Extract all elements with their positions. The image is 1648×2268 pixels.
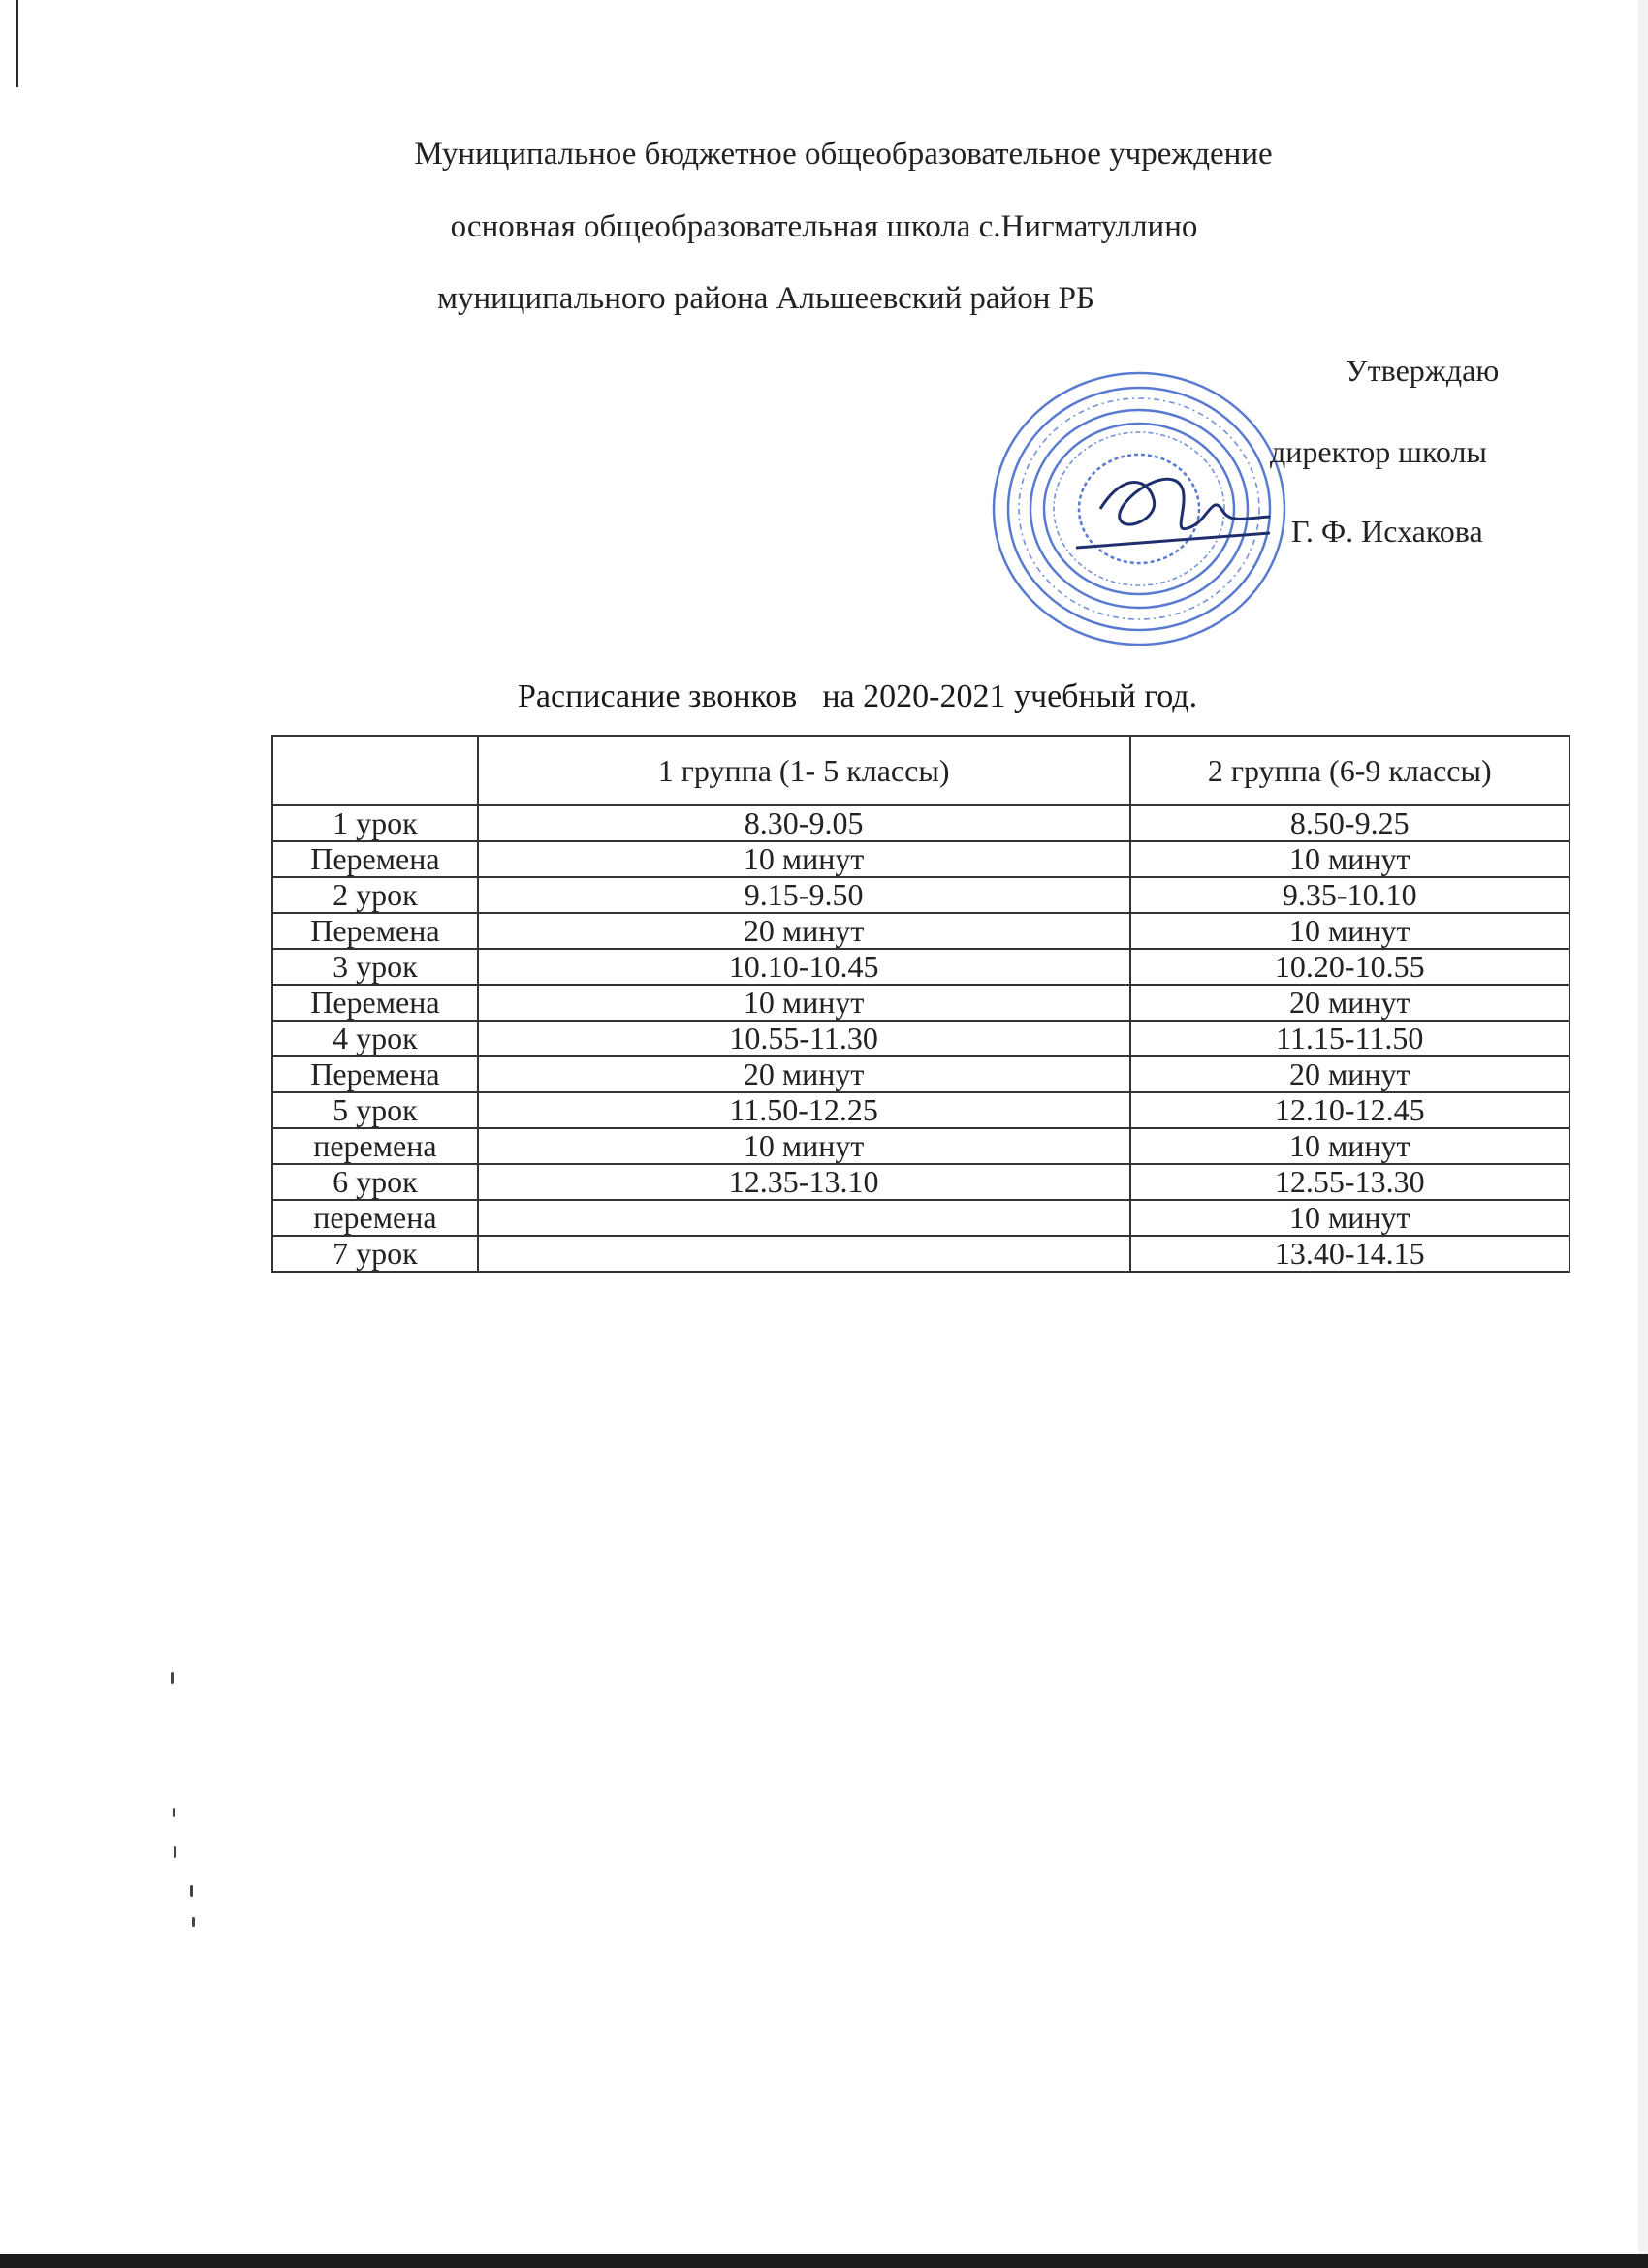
row-label-cell: Перемена (272, 1056, 478, 1092)
row-label-cell: 2 урок (272, 877, 478, 913)
scan-speck (171, 1672, 174, 1684)
table-row (272, 985, 1569, 1021)
time-cell (478, 1236, 1130, 1272)
approval-title: Утверждаю (1346, 353, 1500, 388)
time-cell: 10 минут (1130, 1200, 1570, 1236)
column-header: 2 группа (6-9 классы) (1130, 736, 1570, 805)
row-label-cell: 7 урок (272, 1236, 478, 1272)
header-line-3: муниципального района Альшеевский район РБ (437, 281, 1094, 316)
stamp-outer-ring (994, 373, 1284, 645)
scan-speck (192, 1917, 195, 1927)
time-cell: 10.55-11.30 (478, 1021, 1130, 1056)
row-label-cell: 1 урок (272, 805, 478, 841)
time-cell: 10.10-10.45 (478, 949, 1130, 985)
table-row (272, 913, 1569, 949)
document-title-part1: Расписание звонков (518, 678, 798, 714)
time-cell: 11.15-11.50 (1130, 1021, 1570, 1056)
document-title (518, 678, 1197, 715)
time-cell (478, 1200, 1130, 1236)
bell-schedule-table (271, 735, 1570, 1273)
time-cell: 10 минут (478, 1128, 1130, 1164)
stamp-ring-4 (1044, 424, 1234, 594)
time-cell: 20 минут (478, 1056, 1130, 1092)
school-stamp (979, 363, 1299, 654)
row-label-cell: 3 урок (272, 949, 478, 985)
table-row (272, 1021, 1569, 1056)
time-cell: 10 минут (478, 841, 1130, 877)
table-row (272, 841, 1569, 877)
row-label-cell: перемена (272, 1200, 478, 1236)
stamp-ring-3 (1030, 410, 1248, 608)
time-cell: 13.40-14.15 (1130, 1236, 1570, 1272)
header-line-2: основная общеобразовательная школа с.Нигматуллино (450, 209, 1198, 244)
row-label-cell: 4 урок (272, 1021, 478, 1056)
time-cell: 20 минут (1130, 985, 1570, 1021)
column-header (272, 736, 478, 805)
table-row (272, 1164, 1569, 1200)
time-cell: 10 минут (1130, 913, 1570, 949)
row-label-cell: перемена (272, 1128, 478, 1164)
table-row (272, 1236, 1569, 1272)
time-cell: 8.50-9.25 (1130, 805, 1570, 841)
time-cell: 12.10-12.45 (1130, 1092, 1570, 1128)
table-row (272, 1056, 1569, 1092)
scan-speck (190, 1885, 193, 1897)
table-row (272, 1200, 1569, 1236)
time-cell: 8.30-9.05 (478, 805, 1130, 841)
table-row (272, 1092, 1569, 1128)
scan-edge-line (16, 0, 18, 87)
schedule-body (272, 736, 1569, 1272)
time-cell: 20 минут (1130, 1056, 1570, 1092)
column-header: 1 группа (1- 5 классы) (478, 736, 1130, 805)
stamp-text-ring (1019, 398, 1259, 619)
scan-speck (174, 1846, 176, 1858)
approval-name: Г. Ф. Исхакова (1291, 514, 1483, 549)
approval-role: директор школы (1270, 434, 1487, 469)
row-label-cell: Перемена (272, 913, 478, 949)
time-cell: 10 минут (478, 985, 1130, 1021)
time-cell: 11.50-12.25 (478, 1092, 1130, 1128)
row-label-cell: Перемена (272, 985, 478, 1021)
document-title-part2: на 2020-2021 учебный год. (822, 678, 1198, 714)
time-cell: 12.55-13.30 (1130, 1164, 1570, 1200)
table-header-row (272, 736, 1569, 805)
time-cell: 20 минут (478, 913, 1130, 949)
time-cell: 10 минут (1130, 841, 1570, 877)
time-cell: 12.35-13.10 (478, 1164, 1130, 1200)
time-cell: 10 минут (1130, 1128, 1570, 1164)
time-cell: 9.15-9.50 (478, 877, 1130, 913)
table-row (272, 1128, 1569, 1164)
time-cell: 9.35-10.10 (1130, 877, 1570, 913)
header-line-1: Муниципальное бюджетное общеобразовательное учреждение (414, 137, 1273, 172)
row-label-cell: Перемена (272, 841, 478, 877)
table-row (272, 877, 1569, 913)
row-label-cell: 6 урок (272, 1164, 478, 1200)
table-row (272, 805, 1569, 841)
scan-edge-left (0, 0, 21, 2268)
time-cell: 10.20-10.55 (1130, 949, 1570, 985)
director-signature (1076, 479, 1270, 548)
scan-speck (173, 1808, 175, 1817)
row-label-cell: 5 урок (272, 1092, 478, 1128)
table-row (272, 949, 1569, 985)
scan-edge-bottom (0, 2254, 1648, 2268)
scan-edge-right (1638, 0, 1648, 2268)
